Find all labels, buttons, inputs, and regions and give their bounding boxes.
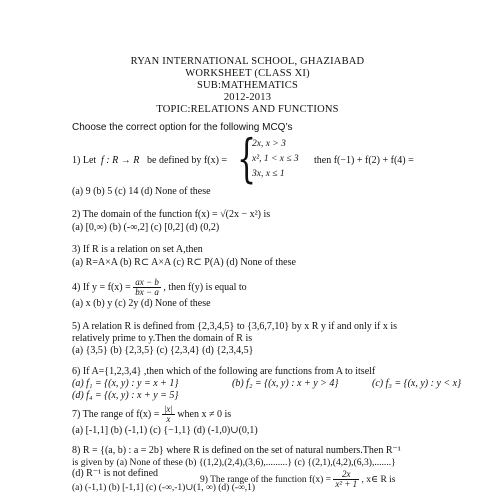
q1-prefix: 1) Let [72, 155, 97, 166]
q1-mid: be defined by f(x) = [147, 155, 228, 166]
q9-prefix: 9) The range of the function f(x) = [200, 475, 332, 485]
q4-options: (a) x (b) y (c) 2y (d) None of these [72, 298, 211, 309]
q1-options: (a) 9 (b) 5 (c) 14 (d) None of these [72, 186, 211, 197]
q9-suffix: , x∈ R is [361, 475, 396, 485]
q5-options: (a) {3,5} (b) {2,3,5} (c) {2,3,4} (d) {2,3,4,5} [72, 345, 254, 356]
instruction: Choose the correct option for the following MCQ’s [72, 122, 293, 133]
q7-fraction [162, 405, 175, 424]
q3-text: 3) If R is a relation on set A,then [72, 244, 203, 255]
q9-numerator: 2x [333, 470, 359, 480]
school-name: RYAN INTERNATIONAL SCHOOL, GHAZIABAD [130, 56, 365, 67]
q6-option-b: (b) f₂ = {(x, y) : x + y > 4} [232, 378, 339, 389]
q7-line [72, 404, 231, 426]
q2-text: 2) The domain of the function f(x) = √(2x − x²) is [72, 209, 271, 220]
q7-prefix: 7) The range of f(x) = [72, 409, 160, 420]
q9-options: (a) (-1,1) (b) [-1,1] (c) (-∞,-1)∪(1, ∞) (d) (-∞,1) [72, 483, 256, 493]
q6-option-c: (c) f₃ = {(x, y) : y < x} [372, 378, 462, 389]
q6-line-1: 6) If A={1,2,3,4} ,then which of the following are functions from A to itself [72, 366, 376, 377]
q7-denominator: x [166, 414, 171, 425]
year-line: 2012-2013 [223, 92, 272, 103]
q9-denominator: x² + 1 [335, 479, 358, 490]
topic-line: TOPIC:RELATIONS AND FUNCTIONS [156, 104, 339, 115]
q8-line-1: 8) R = {(a, b) : a = 2b} where R is defined on the set of natural numbers.Then R⁻¹ [72, 445, 401, 456]
q4-fraction [133, 278, 161, 297]
q9-fraction [333, 470, 359, 489]
q4-line [72, 276, 247, 300]
q4-suffix: , then f(y) is equal to [163, 282, 247, 293]
q5-line-1: 5) A relation R is defined from {2,3,4,5} to {3,6,7,10} by x R y if and only if x is [72, 321, 398, 332]
q1-map: f : R → R [101, 155, 140, 166]
q1-ask: then f(−1) + f(2) + f(4) = [314, 155, 414, 166]
q8-line-3: (d) R⁻¹ is not defined [72, 468, 159, 479]
q1-case-3: 3x, x ≤ 1 [252, 169, 285, 179]
q1-brace: { [237, 129, 257, 190]
q1-case-2: x², 1 < x ≤ 3 [252, 154, 299, 164]
q3-options: (a) R=A×A (b) R⊂ A×A (c) R⊂ P(A) (d) None of these [72, 257, 296, 268]
q5-line-2: relatively prime to y.Then the domain of R is [72, 333, 253, 344]
q6-option-d: (d) f₄ = {(x, y) : x + y = 5} [72, 390, 179, 401]
q4-denominator: bx − a [135, 287, 159, 298]
subject-line: SUB:MATHEMATICS [196, 80, 299, 91]
q4-numerator: ax − b [135, 277, 159, 288]
q6-option-a: (a) f₁ = {(x, y) : y = x + 1} [72, 378, 179, 389]
q7-suffix: when x ≠ 0 is [177, 409, 232, 420]
worksheet-title: WORKSHEET (CLASS XI) [185, 68, 310, 79]
q1-case-1: 2x, x > 3 [252, 139, 286, 149]
q7-options: (a) [-1,1] (b) (-1,1) (c) {−1,1} (d) (-1,0)∪(0,1) [72, 425, 258, 436]
q7-numerator: |x| [163, 404, 173, 415]
q8-line-2: is given by (a) None of these (b) {(1,2),(2,4),(3,6),.........} (c) {(2,1),(4,2),(6,3),.......} [72, 457, 396, 468]
q4-prefix: 4) If y = f(x) = [72, 282, 131, 293]
q2-options: (a) [0,∞) (b) (-∞,2] (c) [0,2] (d) (0,2) [72, 222, 220, 233]
